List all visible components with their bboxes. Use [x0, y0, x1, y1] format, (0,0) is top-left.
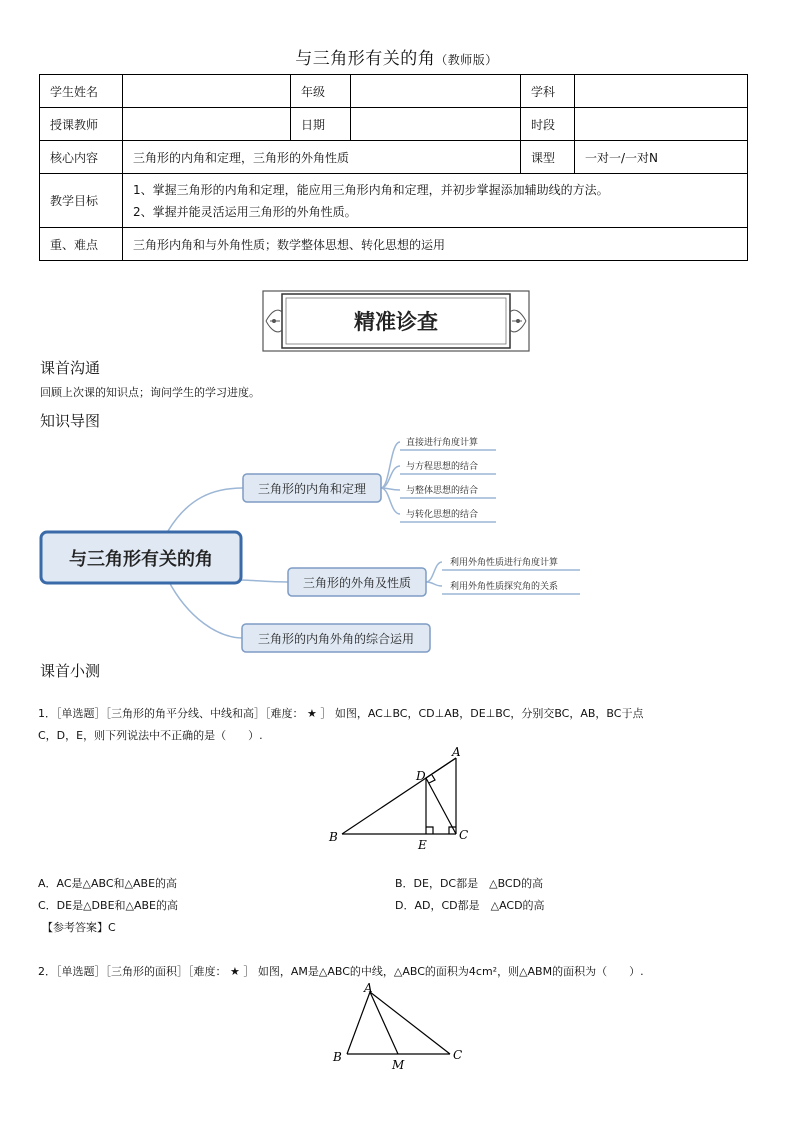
q1-answer: 【参考答案】C [42, 921, 116, 934]
mindmap-leaf: 直接进行角度计算 [406, 438, 479, 448]
key-label: 重、难点 [40, 228, 123, 261]
section-test-heading: 课首小测 [40, 662, 101, 680]
title-sub: （教师版） [435, 53, 498, 67]
knowledge-mindmap [38, 428, 598, 658]
mindmap-leaf: 利用外角性质进行角度计算 [450, 558, 559, 568]
date-label: 日期 [291, 108, 351, 141]
core-label: 核心内容 [40, 141, 123, 174]
fig1-label-a: A [452, 746, 461, 759]
mindmap-root-label: 与三角形有关的角 [69, 549, 213, 570]
title-main: 与三角形有关的角 [295, 49, 436, 69]
question-1-line-1: 1．［单选题］［三角形的角平分线、中线和高］［难度： ★ ］ 如图，AC⊥BC，CD⊥AB，DE⊥BC，分别交BC，AB，BC于点 [38, 707, 644, 720]
question-2 [38, 961, 758, 983]
question-1-figure [320, 746, 480, 856]
goal-line-1: 1、掌握三角形的内角和定理，能应用三角形内角和定理，并初步掌握添加辅助线的方法。 [133, 182, 609, 197]
fig1-label-d: D [416, 769, 426, 783]
q1-option-a[interactable]: A．AC是△ABC和△ABE的高 [38, 877, 178, 890]
mindmap-leaf: 利用外角性质探究角的关系 [450, 582, 559, 592]
goal-line-2: 2、掌握并能灵活运用三角形的外角性质。 [133, 204, 357, 219]
question-1-line-2: C，D，E，则下列说法中不正确的是（ ）. [38, 729, 263, 742]
mindmap-leaf: 与转化思想的结合 [406, 510, 479, 520]
student-name-label: 学生姓名 [40, 75, 123, 108]
section-comm-heading: 课首沟通 [40, 359, 101, 377]
subject-label: 学科 [521, 75, 575, 108]
q1-option-d[interactable]: D．AD，CD都是 △ACD的高 [395, 899, 545, 912]
fig1-label-e: E [418, 838, 427, 852]
student-name-value [123, 75, 291, 108]
mindmap-branch-3-label: 三角形的内角外角的综合运用 [257, 632, 415, 646]
fig2-label-m: M [392, 1058, 405, 1072]
period-label: 时段 [521, 108, 575, 141]
core-value: 三角形的内角和定理，三角形的外角性质 [123, 141, 521, 174]
question-2-line-1: 2．［单选题］［三角形的面积］［难度： ★ ］ 如图，AM是△ABC的中线，△ABC的面积为4cm²，则△ABM的面积为（ ）. [38, 965, 644, 978]
fig1-label-b: B [329, 830, 338, 844]
grade-label: 年级 [291, 75, 351, 108]
question-2-figure [325, 982, 475, 1072]
goal-label: 教学目标 [40, 174, 123, 228]
fig1-label-c: C [459, 828, 469, 842]
mindmap-leaf: 与方程思想的结合 [406, 462, 479, 472]
key-value: 三角形内角和与外角性质；数学整体思想、转化思想的运用 [123, 228, 748, 261]
document-title [0, 44, 793, 69]
fig2-label-c: C [453, 1048, 463, 1062]
section-banner [262, 290, 530, 352]
type-value: 一对一/一对N [575, 141, 748, 174]
date-value [351, 108, 521, 141]
mindmap-branch-2-label: 三角形的外角及性质 [302, 576, 412, 590]
period-value [575, 108, 748, 141]
q1-option-b[interactable]: B．DE，DC都是 △BCD的高 [395, 877, 544, 890]
lesson-info-table [39, 74, 748, 261]
teacher-label: 授课教师 [40, 108, 123, 141]
goal-value [123, 174, 748, 228]
type-label: 课型 [521, 141, 575, 174]
section-comm-text: 回顾上次课的知识点；询问学生的学习进度。 [40, 386, 260, 399]
q1-option-c[interactable]: C．DE是△DBE和△ABE的高 [38, 899, 179, 912]
fig2-label-a: A [364, 982, 373, 995]
mindmap-branch-1-label: 三角形的内角和定理 [257, 482, 367, 496]
grade-value [351, 75, 521, 108]
mindmap-leaf: 与整体思想的结合 [406, 486, 479, 496]
question-1 [38, 703, 753, 747]
fig2-label-b: B [333, 1050, 342, 1064]
banner-text: 精准诊查 [354, 309, 438, 334]
section-map-heading: 知识导图 [40, 412, 101, 430]
teacher-value [123, 108, 291, 141]
subject-value [575, 75, 748, 108]
